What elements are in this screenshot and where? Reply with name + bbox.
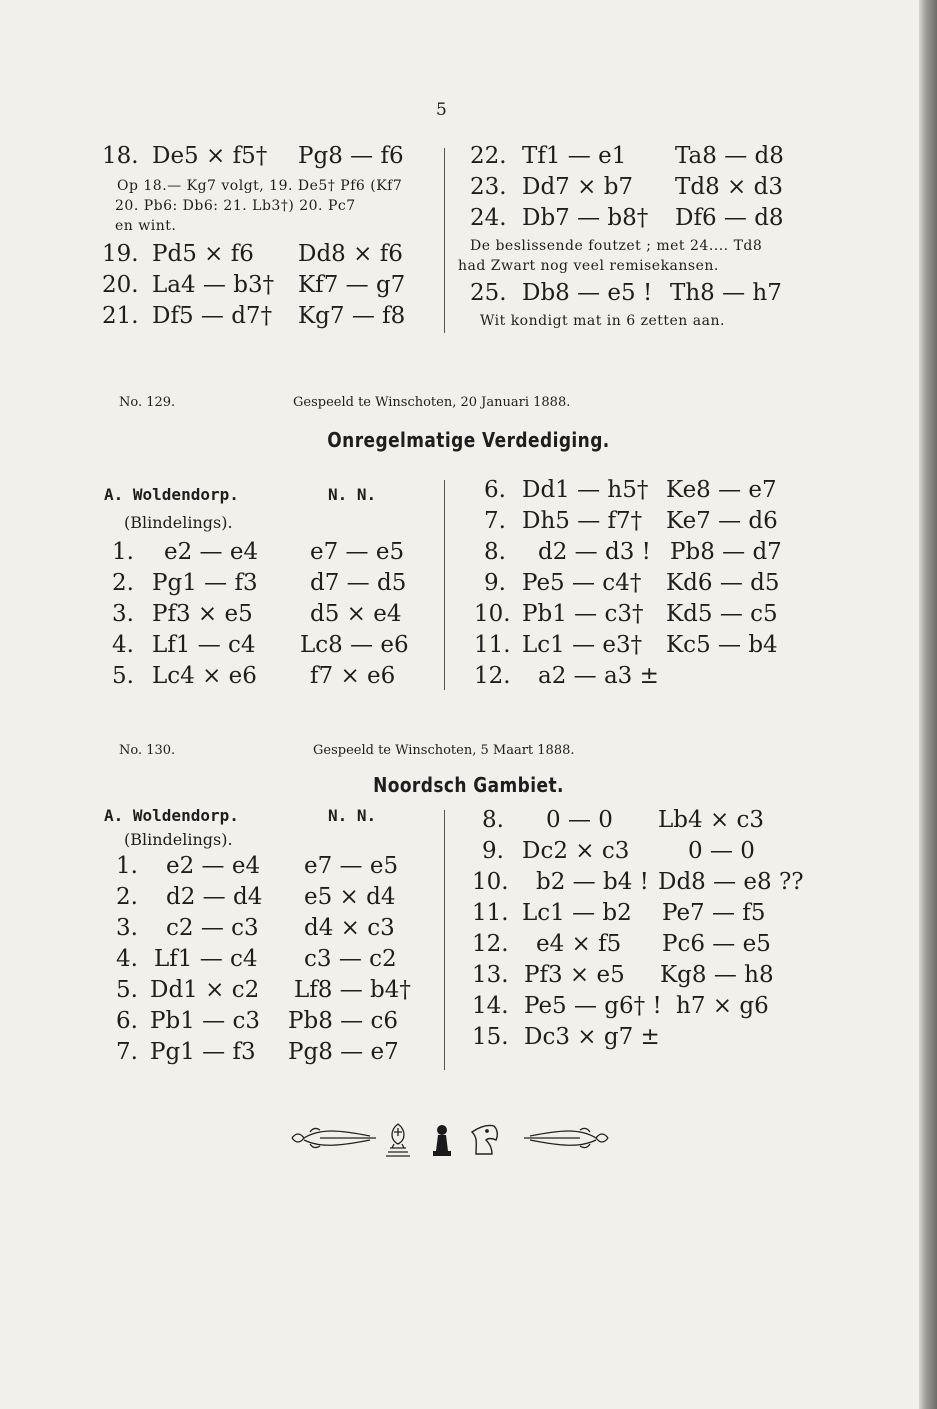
pawn-icon xyxy=(433,1125,451,1156)
black-move: Pg8 — f6 xyxy=(298,143,404,169)
move-number: 19. xyxy=(102,241,139,267)
annotation-note: Op 18.— Kg7 volgt, 19. De5† Pf6 (Kf7 20. Pb6: Db6: 21. Lb3†) 20. Pc7 en wint. xyxy=(115,178,403,234)
page-edge-shadow xyxy=(919,0,937,1409)
white-move: Dc3 × g7 ± xyxy=(524,1024,660,1050)
white-move: d2 — d3 ! xyxy=(538,539,651,565)
white-move: e4 × f5 xyxy=(536,931,622,957)
game130-right-moves xyxy=(472,805,812,1053)
move-number: 21. xyxy=(102,303,139,329)
move-row xyxy=(116,944,436,975)
game129-right-moves xyxy=(474,475,814,692)
black-move: Ke8 — e7 xyxy=(666,477,777,503)
move-number: 3. xyxy=(116,915,138,941)
game129-left-moves xyxy=(112,537,432,692)
column-divider xyxy=(444,148,445,333)
move-row xyxy=(102,270,442,301)
chess-ornament xyxy=(290,1118,610,1160)
top-right-column xyxy=(458,141,810,331)
move-number: 8. xyxy=(484,539,506,565)
black-move: c3 — c2 xyxy=(304,946,397,972)
white-move: Dh5 — f7† xyxy=(522,508,643,534)
white-move: Lc1 — b2 xyxy=(522,900,632,926)
move-number: 6. xyxy=(116,1008,138,1034)
black-move: Lb4 × c3 xyxy=(658,807,765,833)
move-number: 15. xyxy=(472,1024,509,1050)
black-move: Pc6 — e5 xyxy=(662,931,771,957)
black-move: e7 — e5 xyxy=(304,853,399,879)
white-move: Pb1 — c3 xyxy=(150,1008,260,1034)
black-move: f7 × e6 xyxy=(310,663,396,689)
game-number: No. 129. xyxy=(119,395,176,410)
move-number: 7. xyxy=(484,508,506,534)
move-row xyxy=(112,630,432,661)
move-number: 5. xyxy=(116,977,138,1003)
move-row xyxy=(472,960,812,991)
move-number: 22. xyxy=(470,143,507,169)
black-move: Pg8 — e7 xyxy=(288,1039,399,1065)
move-number: 4. xyxy=(112,632,134,658)
black-move: Pb8 — d7 xyxy=(670,539,782,565)
move-number: 2. xyxy=(116,884,138,910)
move-number: 20. xyxy=(102,272,139,298)
move-number: 8. xyxy=(482,807,504,833)
white-move: Pg1 — f3 xyxy=(152,570,258,596)
white-move: c2 — c3 xyxy=(166,915,259,941)
white-move: Dd1 × c2 xyxy=(150,977,260,1003)
white-move: Pd5 × f6 xyxy=(152,241,254,267)
move-row xyxy=(102,239,442,270)
move-row xyxy=(472,836,812,867)
black-move: Th8 — h7 xyxy=(670,280,782,306)
move-number: 12. xyxy=(474,663,511,689)
white-move: b2 — b4 ! xyxy=(536,869,649,895)
black-move: d7 — d5 xyxy=(310,570,407,596)
white-move: Lf1 — c4 xyxy=(152,632,256,658)
move-number: 9. xyxy=(482,838,504,864)
move-number: 7. xyxy=(116,1039,138,1065)
game130-left-moves xyxy=(116,851,436,1068)
white-move: e2 — e4 xyxy=(164,539,259,565)
move-row xyxy=(474,630,814,661)
move-number: 12. xyxy=(472,931,509,957)
white-move: La4 — b3† xyxy=(152,272,275,298)
move-row xyxy=(116,1006,436,1037)
white-move: Dd1 — h5† xyxy=(522,477,649,503)
flourish-right-icon xyxy=(524,1128,608,1147)
white-move: Tf1 — e1 xyxy=(522,143,627,169)
black-move: 0 — 0 xyxy=(688,838,755,864)
black-move: d4 × c3 xyxy=(304,915,395,941)
game-place-date: Gespeeld te Winschoten, 20 Januari 1888. xyxy=(293,395,571,410)
white-player: A. Woldendorp. xyxy=(104,485,239,504)
move-number: 23. xyxy=(470,174,507,200)
move-number: 5. xyxy=(112,663,134,689)
move-row xyxy=(116,851,436,882)
white-move: Pg1 — f3 xyxy=(150,1039,256,1065)
move-number: 13. xyxy=(472,962,509,988)
move-row xyxy=(116,975,436,1006)
white-move: e2 — e4 xyxy=(166,853,261,879)
move-number: 9. xyxy=(484,570,506,596)
move-number: 1. xyxy=(112,539,134,565)
move-number: 14. xyxy=(472,993,509,1019)
move-number: 2. xyxy=(112,570,134,596)
move-number: 24. xyxy=(470,205,507,231)
game-number: No. 130. xyxy=(119,743,176,758)
white-move: Pe5 — c4† xyxy=(522,570,642,596)
white-move: 0 — 0 xyxy=(546,807,613,833)
move-row xyxy=(112,568,432,599)
black-move: Kd6 — d5 xyxy=(666,570,780,596)
move-row xyxy=(470,141,810,172)
black-move: Kg7 — f8 xyxy=(298,303,406,329)
black-move: d5 × e4 xyxy=(310,601,402,627)
move-number: 4. xyxy=(116,946,138,972)
move-row xyxy=(102,141,442,172)
move-row xyxy=(116,1037,436,1068)
move-number: 6. xyxy=(484,477,506,503)
move-row xyxy=(472,898,812,929)
column-divider xyxy=(444,810,445,1070)
black-player: N. N. xyxy=(328,485,377,504)
move-number: 10. xyxy=(472,869,509,895)
white-move: Dd7 × b7 xyxy=(522,174,634,200)
move-row xyxy=(470,172,810,203)
black-move: e7 — e5 xyxy=(310,539,405,565)
blindfold-note: (Blindelings). xyxy=(124,513,233,532)
white-move: Pf3 × e5 xyxy=(152,601,253,627)
move-row xyxy=(116,913,436,944)
move-row xyxy=(470,278,810,309)
white-move: Pb1 — c3† xyxy=(522,601,644,627)
white-move: Db7 — b8† xyxy=(522,205,649,231)
move-row xyxy=(102,301,442,332)
move-row xyxy=(472,805,812,836)
move-row xyxy=(472,1022,812,1053)
opening-title: Onregelmatige Verdediging. xyxy=(327,428,610,452)
white-move: De5 × f5† xyxy=(152,143,268,169)
blindfold-note: (Blindelings). xyxy=(124,830,233,849)
white-move: Db8 — e5 ! xyxy=(522,280,653,306)
black-move: Kg8 — h8 xyxy=(660,962,774,988)
white-move: Lc4 × e6 xyxy=(152,663,257,689)
move-row xyxy=(472,929,812,960)
move-row xyxy=(116,882,436,913)
move-row xyxy=(484,568,814,599)
move-number: 25. xyxy=(470,280,507,306)
white-move: a2 — a3 ± xyxy=(538,663,659,689)
move-number: 10. xyxy=(474,601,511,627)
move-row xyxy=(472,867,812,898)
black-player: N. N. xyxy=(328,806,377,825)
black-move: Dd8 × f6 xyxy=(298,241,403,267)
black-move: Pe7 — f5 xyxy=(662,900,766,926)
move-row xyxy=(484,475,814,506)
black-move: Pb8 — c6 xyxy=(288,1008,398,1034)
game-place-date: Gespeeld te Winschoten, 5 Maart 1888. xyxy=(313,743,575,758)
move-row xyxy=(112,599,432,630)
white-player: A. Woldendorp. xyxy=(104,806,239,825)
flourish-left-icon xyxy=(292,1128,376,1147)
black-move: Lf8 — b4† xyxy=(294,977,411,1003)
column-divider xyxy=(444,480,445,690)
black-move: Kc5 — b4 xyxy=(666,632,778,658)
black-move: Dd8 — e8 ?? xyxy=(658,869,804,895)
black-move: h7 × g6 xyxy=(676,993,769,1019)
black-move: Ta8 — d8 xyxy=(675,143,784,169)
white-move: Lf1 — c4 xyxy=(154,946,258,972)
page-number: 5 xyxy=(436,100,447,120)
white-move: Pe5 — g6† ! xyxy=(524,993,662,1019)
move-number: 11. xyxy=(474,632,511,658)
black-move: Td8 × d3 xyxy=(675,174,783,200)
black-move: Ke7 — d6 xyxy=(666,508,778,534)
move-row xyxy=(474,661,814,692)
move-number: 3. xyxy=(112,601,134,627)
move-row xyxy=(470,203,810,234)
white-move: Lc1 — e3† xyxy=(522,632,643,658)
white-move: Pf3 × e5 xyxy=(524,962,625,988)
opening-title: Noordsch Gambiet. xyxy=(373,773,564,797)
annotation-note: De beslissende foutzet ; met 24.... Td8 had Zwart nog veel remisekansen. xyxy=(458,238,763,274)
move-number: 18. xyxy=(102,143,139,169)
move-row xyxy=(484,537,814,568)
black-move: e5 × d4 xyxy=(304,884,396,910)
move-row xyxy=(112,537,432,568)
move-row xyxy=(472,991,812,1022)
black-move: Kd5 — c5 xyxy=(666,601,778,627)
white-move: Df5 — d7† xyxy=(152,303,273,329)
bishop-icon xyxy=(386,1124,410,1156)
white-move: Dc2 × c3 xyxy=(522,838,630,864)
black-move: Kf7 — g7 xyxy=(298,272,406,298)
black-move: Lc8 — e6 xyxy=(300,632,409,658)
move-row xyxy=(484,506,814,537)
move-row xyxy=(112,661,432,692)
knight-icon xyxy=(472,1125,497,1154)
move-number: 1. xyxy=(116,853,138,879)
white-move: d2 — d4 xyxy=(166,884,263,910)
black-move: Df6 — d8 xyxy=(675,205,784,231)
move-number: 11. xyxy=(472,900,509,926)
annotation-note: Wit kondigt mat in 6 zetten aan. xyxy=(480,313,725,329)
move-row xyxy=(474,599,814,630)
top-left-column xyxy=(102,141,442,332)
